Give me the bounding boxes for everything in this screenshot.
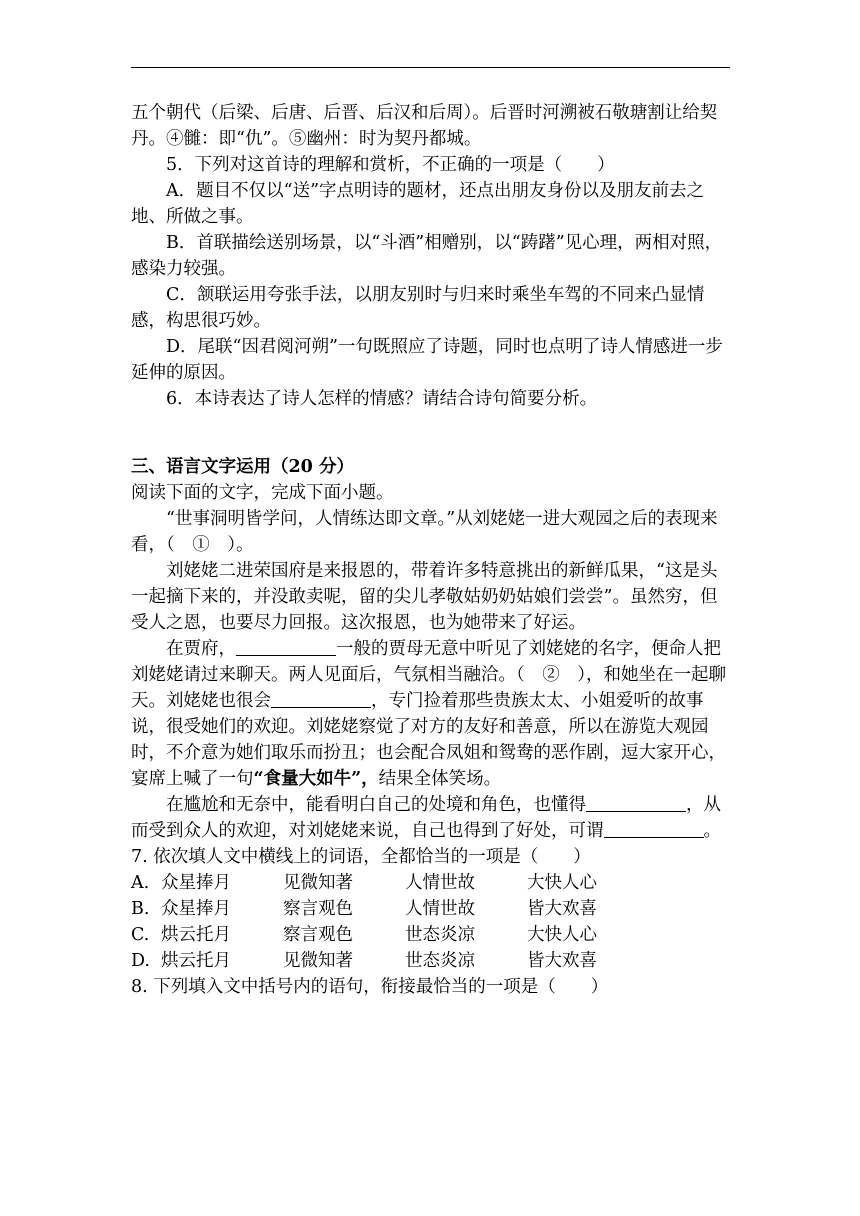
option-word: 皆大欢喜 [527,899,597,919]
option-word: 察言观色 [283,899,353,919]
passage-paragraph-3 [131,636,731,792]
option-word: 见微知著 [283,873,353,893]
option-word: 世态炎凉 [405,951,475,971]
passage-text: ，从而受到众人的欢迎，对刘姥姥来说，自己也得到了好处，可谓 [131,795,721,841]
passage-text: 在贾府， [166,639,236,659]
option-word: 众星捧月 [161,899,231,919]
option-word: 察言观色 [283,925,353,945]
passage-text: 一般的贾母无意中听见了刘姥姥的名字，便命人把刘姥姥请过来聊天。两人见面后，气氛相当融洽。（ ② ），和她坐在一起聊天。刘姥姥也很会 [131,639,726,711]
question-5-option-c: C．颔联运用夸张手法，以朋友别时与归来时乘坐车驾的不同来凸显情感，构思很巧妙。 [131,285,705,331]
passage-text: ，专门捡着那些贵族太太、小姐爱听的故事说，很受她们的欢迎。刘姥姥察觉了对方的友好和善意，所以在游览大观园时，不介意为她们取乐而扮丑；也会配合凤姐和鸳鸯的恶作剧，逗大家开心，宴席上喊了一句 [131,691,726,789]
option-word: 人情世故 [405,873,475,893]
option-letter: A. [131,873,150,893]
section-3-title: 三、语言文字运用（20 分） [131,457,354,477]
passage-paragraph-1: “世事洞明皆学问，人情练达即文章。”从刘姥姥一进大观园之后的表现来看，（ ① ）。 [131,509,718,555]
fill-blank-4 [604,819,704,838]
question-8: 8. 下列填入文中括号内的语句，衔接最恰当的一项是（ ） [131,977,609,997]
passage-text: 。 [703,821,721,841]
option-word: 大快人心 [527,873,597,893]
question-7-option-c [131,922,731,948]
option-word: 皆大欢喜 [527,951,597,971]
option-word: 烘云托月 [161,925,231,945]
fill-blank-3 [586,793,686,812]
question-7: 7. 依次填人文中横线上的词语，全都恰当的一项是（ ） [131,847,591,867]
section-gap [131,412,731,454]
fill-blank-2 [271,689,371,708]
question-5: 5．下列对这首诗的理解和赏析，不正确的一项是（ ） [166,155,615,175]
question-7-option-b [131,896,731,922]
question-5-option-b: B．首联描绘送别场景，以“斗酒”相赠别，以“踌躇”见心理，两相对照，感染力较强。 [131,233,723,279]
question-5-option-a: A．题目不仅以“送”字点明诗的题材，还点出朋友身份以及朋友前去之地、所做之事。 [131,181,705,227]
passage-paragraph-4 [131,792,731,844]
header-rule [131,67,730,68]
question-6: 6．本诗表达了诗人怎样的情感？请结合诗句简要分析。 [166,389,598,409]
footnote-paragraph: 五个朝代（后梁、后唐、后晋、后汉和后周）。后晋时河溯被石敬瑭割让给契丹。④雠：即“仇”。⑤幽州：时为契丹都城。 [131,103,718,149]
option-letter: C. [131,925,150,945]
question-7-option-a [131,870,731,896]
option-word: 见微知著 [283,951,353,971]
option-word: 人情世故 [405,899,475,919]
option-word: 大快人心 [527,925,597,945]
option-letter: D. [131,951,150,971]
passage-text: 结果全体笑场。 [378,769,502,789]
question-5-option-d: D．尾联“因君阅河朔”一句既照应了诗题，同时也点明了诗人情感进一步延伸的原因。 [131,337,723,383]
passage-paragraph-2: 刘姥姥二进荣国府是来报恩的，带着许多特意挑出的新鲜瓜果，“这是头一起摘下来的，并没敢卖呢，留的尖儿孝敬姑奶奶姑娘们尝尝”。虽然穷，但受人之恩，也要尽力回报。这次报恩，也为她带来了好运。 [131,561,718,633]
option-letter: B. [131,899,150,919]
passage-text: 在尴尬和无奈中，能看明白自己的处境和角色，也懂得 [166,795,586,815]
option-word: 烘云托月 [161,951,231,971]
document-body [131,100,731,1000]
fill-blank-1 [236,637,336,656]
section-3-instruction: 阅读下面的文字，完成下面小题。 [131,483,394,503]
option-word: 众星捧月 [161,873,231,893]
option-word: 世态炎凉 [405,925,475,945]
passage-bold-quote: “食量大如牛”， [253,769,379,789]
question-7-option-d [131,948,731,974]
